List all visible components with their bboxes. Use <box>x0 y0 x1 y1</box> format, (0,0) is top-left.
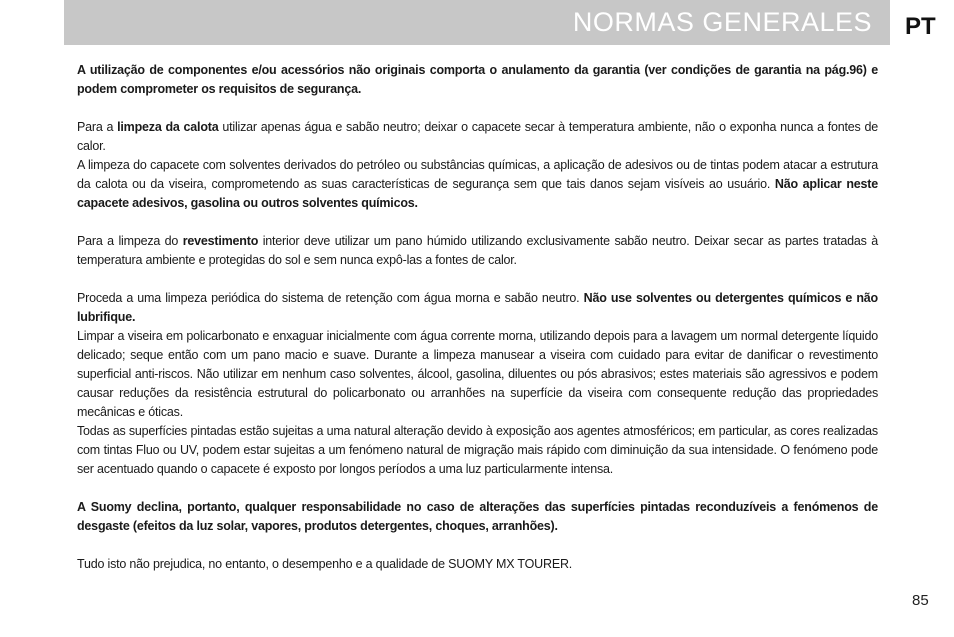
lining-text-c: interior deve utilizar um pano húmido utilizando exclusivamente sabão neutro. Deixar secar as partes tratadas à temperatura ambiente e protegidas do sol e sem nunca expô-las a fontes de calor. <box>77 234 879 267</box>
paragraph-gap <box>77 99 878 118</box>
lining-paragraph <box>77 232 878 270</box>
solvents-text-b: Não aplicar neste capacete adesivos, gasolina ou outros solventes químicos. <box>77 177 878 210</box>
page-number: 85 <box>912 592 929 609</box>
paragraph-gap <box>77 536 878 555</box>
lining-text-b: revestimento <box>182 234 259 248</box>
disclaimer-text: A Suomy declina, portanto, qualquer responsabilidade no caso de alterações das superfícies pintadas reconduzíveis a fenómenos de desgaste (efeitos da luz solar, vapores, produtos detergentes, choques, arranhões). <box>77 500 878 533</box>
solvents-paragraph <box>77 156 878 213</box>
warranty-paragraph <box>77 61 878 99</box>
closing-paragraph: Tudo isto não prejudica, no entanto, o desempenho e a qualidade de SUOMY MX TOURER. <box>77 557 573 571</box>
paragraph-gap <box>77 270 878 289</box>
shell-text-b: limpeza da calota <box>117 120 219 134</box>
visor-paragraph: Limpar a viseira em policarbonato e enxaguar inicialmente com água corrente morna, utilizando depois para a lavagem um normal detergente líquido delicado; seque então com um pano macio e suave. Durante a limpeza manusear a viseira com cuidado para evitar de danificar o revestimento superficial anti-riscos. Não utilizar em nenhum caso solventes, álcool, gasolina, diluentes ou pós abrasivos; estes materiais são agressivos e podem causar reduções da resistência estrutural do policarbonato ou arranhões na superfície da viseira com consequente redução das propriedades mecânicas e óticas. <box>77 329 878 419</box>
language-code: PT <box>905 13 936 40</box>
shell-text-c: utilizar apenas água e sabão neutro; deixar o capacete secar à temperatura ambiente, não o exponha nunca a fontes de calor. <box>77 120 878 153</box>
lining-text-a: Para a limpeza do <box>77 234 183 248</box>
page-title: NORMAS GENERALES <box>572 7 872 37</box>
retention-text-a: Proceda a uma limpeza periódica do sistema de retenção com água morna e sabão neutro. <box>77 291 584 305</box>
solvents-text-a: A limpeza do capacete com solventes derivados do petróleo ou substâncias químicas, a aplicação de adesivos ou de tintas podem atacar a estrutura da calota ou da viseira, comprometendo as suas características de segurança sem que tais danos sejam visíveis ao usuário. <box>77 158 878 191</box>
retention-text-b: Não use solventes ou detergentes químicos e não lubrifique. <box>77 291 878 324</box>
paragraph-gap <box>77 213 878 232</box>
header-bar <box>64 0 890 45</box>
disclaimer-paragraph <box>77 498 878 536</box>
retention-paragraph <box>77 289 878 327</box>
document-body <box>77 61 878 574</box>
shell-text-a: Para a <box>77 120 118 134</box>
shell-cleaning-paragraph <box>77 118 878 156</box>
painted-surfaces-paragraph: Todas as superfícies pintadas estão sujeitas a uma natural alteração devido à exposição aos agentes atmosféricos; em particular, as cores realizadas com tintas Fluo ou UV, podem estar sujeitas a um fenómeno natural de migração mais rápido com diminuição da sua intensidade. O fenómeno pode ser acentuado quando o capacete é exposto por longos períodos a uma luz particularmente intensa. <box>77 424 878 476</box>
warranty-text: A utilização de componentes e/ou acessórios não originais comporta o anulamento da garantia (ver condições de garantia na pág.96) e podem comprometer os requisitos de segurança. <box>77 63 878 96</box>
paragraph-gap <box>77 479 878 498</box>
